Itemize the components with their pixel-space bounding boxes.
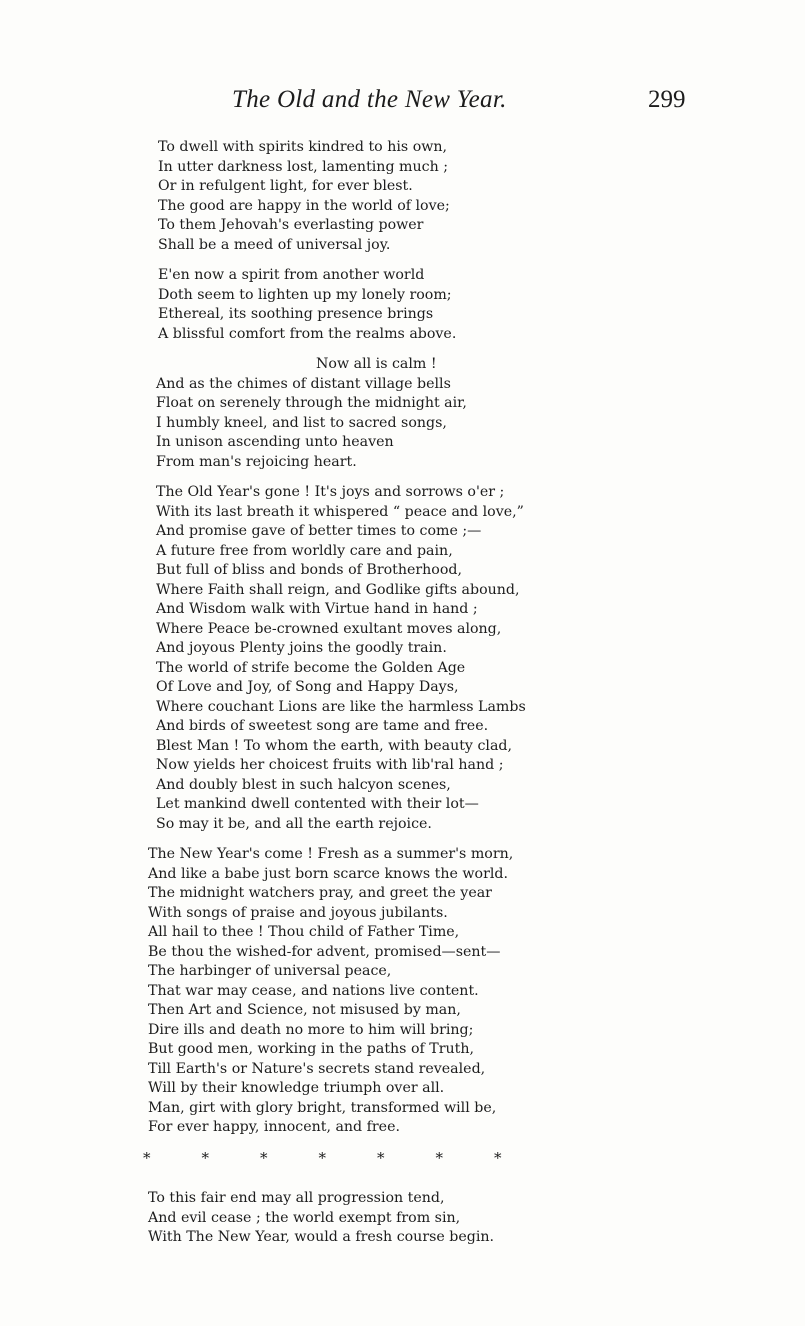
poem-line: The Old Year's gone ! It's joys and sorrows o'er ;: [156, 484, 505, 500]
poem-line: With songs of praise and joyous jubilants.: [148, 904, 448, 921]
page-number: 299: [648, 86, 686, 113]
stanza: [156, 355, 756, 472]
poem-line: Ethereal, its soothing presence brings: [158, 306, 434, 322]
poem-line: Where Faith shall reign, and Godlike gifts abound,: [156, 581, 520, 598]
poem-line: Where couchant Lions are like the harmless Lambs: [156, 698, 526, 715]
poem-line: Then Art and Science, not misused by man,: [148, 1002, 461, 1018]
poem-line: The New Year's come ! Fresh as a summer's morn,: [148, 846, 514, 862]
poem-line: Float on serenely through the midnight air,: [156, 395, 467, 411]
poem-line: And doubly blest in such halcyon scenes,: [156, 776, 451, 793]
poem-line: Or in refulgent light, for ever blest.: [158, 178, 413, 194]
poem-line: Dire ills and death no more to him will bring;: [148, 1021, 474, 1038]
stanza: [158, 138, 756, 255]
asterisk: *: [494, 1148, 502, 1167]
poem-line: And joyous Plenty joins the goodly train.: [156, 640, 447, 656]
poem-line: With its last breath it whispered “ peace and love,”: [156, 503, 524, 520]
poem-line: So may it be, and all the earth rejoice.: [156, 815, 432, 832]
asterisk: *: [143, 1148, 151, 1167]
stanza: [148, 1189, 756, 1248]
poem-line: Where Peace be-crowned exultant moves along,: [156, 620, 502, 637]
poem-line: With The New Year, would a fresh course begin.: [148, 1229, 495, 1245]
poem-line: And evil cease ; the world exempt from sin,: [148, 1209, 461, 1226]
poem-line: To this fair end may all progression tend,: [148, 1190, 445, 1206]
poem-line: And as the chimes of distant village bells: [156, 375, 451, 392]
poem-line: The good are happy in the world of love;: [158, 197, 450, 214]
poem-line: Be thou the wished-for advent, promised—sent—: [148, 943, 501, 960]
stanza: [148, 845, 756, 1138]
section-separator: [143, 1149, 756, 1169]
poem-line: A blissful comfort from the realms above.: [158, 325, 457, 342]
poem-line: In unison ascending unto heaven: [156, 434, 394, 450]
poem-line: Now all is calm !: [316, 356, 437, 372]
stanza: [158, 266, 756, 344]
poem-line: E'en now a spirit from another world: [158, 267, 425, 283]
poem-line: The midnight watchers pray, and greet the year: [148, 885, 492, 901]
poem-line: Shall be a meed of universal joy.: [158, 236, 391, 253]
poem-line: A future free from worldly care and pain,: [156, 542, 453, 559]
asterisk: *: [260, 1148, 268, 1167]
running-title: The Old and the New Year.: [232, 86, 507, 113]
poem-line: Of Love and Joy, of Song and Happy Days,: [156, 679, 459, 695]
poem-line: And like a babe just born scarce knows the world.: [148, 865, 509, 882]
poem-line: But full of bliss and bonds of Brotherhood,: [156, 562, 462, 578]
asterisk: *: [201, 1148, 209, 1167]
asterisk: *: [318, 1148, 326, 1167]
poem-line: To dwell with spirits kindred to his own,: [158, 139, 448, 155]
poem-line: The world of strife become the Golden Age: [156, 659, 466, 676]
poem-line: From man's rejoicing heart.: [156, 453, 357, 470]
poem-body: [143, 138, 756, 1259]
poem-line: But good men, working in the paths of Truth,: [148, 1041, 475, 1057]
poem-line: All hail to thee ! Thou child of Father Time,: [148, 924, 460, 940]
asterisk: *: [435, 1148, 443, 1167]
poem-line: Will by their knowledge triumph over all.: [148, 1080, 445, 1096]
poem-line: In utter darkness lost, lamenting much ;: [158, 158, 448, 175]
running-header: [0, 86, 805, 116]
poem-line: And Wisdom walk with Virtue hand in hand ;: [156, 601, 478, 617]
poem-line: The harbinger of universal peace,: [148, 963, 392, 979]
asterisk: *: [377, 1148, 385, 1167]
poem-line: And promise gave of better times to come ;—: [156, 523, 482, 539]
poem-line: Let mankind dwell contented with their lot—: [156, 796, 479, 812]
poem-line: That war may cease, and nations live content.: [148, 982, 479, 999]
poem-line: Man, girt with glory bright, transformed will be,: [148, 1099, 497, 1116]
poem-line: Blest Man ! To whom the earth, with beauty clad,: [156, 737, 512, 754]
stanza: [156, 483, 756, 834]
poem-line: And birds of sweetest song are tame and free.: [156, 718, 489, 734]
poem-line: For ever happy, innocent, and free.: [148, 1119, 400, 1135]
poem-line: To them Jehovah's everlasting power: [158, 217, 424, 233]
poem-line: Till Earth's or Nature's secrets stand revealed,: [148, 1060, 486, 1077]
poem-line: Now yields her choicest fruits with lib'ral hand ;: [156, 757, 504, 773]
poem-line: I humbly kneel, and list to sacred songs,: [156, 414, 447, 431]
poem-line: Doth seem to lighten up my lonely room;: [158, 286, 452, 303]
